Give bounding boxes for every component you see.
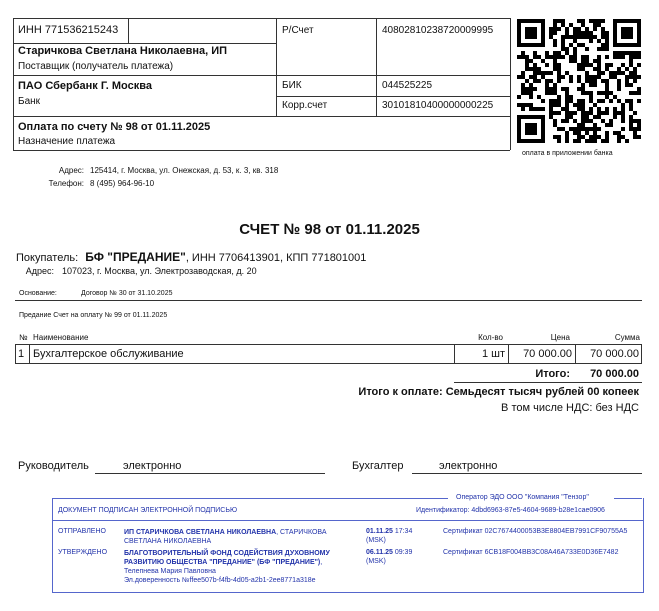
edo-approved-org: БЛАГОТВОРИТЕЛЬНЫЙ ФОНД СОДЕЙСТВИЯ ДУХОВНОМУ РАЗВИТИЮ ОБЩЕСТВА "ПРЕДАНИЕ" (БФ "ПРЕДАНИЕ") <box>124 550 330 566</box>
buyer-label: Покупатель: <box>16 252 79 264</box>
edo-approved-time: 09:39 <box>394 549 413 556</box>
ks-value: 30101810400000000225 <box>382 100 494 111</box>
vat-line: В том числе НДС: без НДС <box>501 402 639 414</box>
edo-approved-person: , Телепнева Мария Павловна <box>124 559 323 575</box>
row-sum: 70 000.00 <box>590 348 639 360</box>
head-signature-value: электронно <box>123 460 182 472</box>
receiver-name: Старичкова Светлана Николаевна, ИП <box>18 45 228 57</box>
seller-phone-label: Телефон: <box>48 179 84 188</box>
edo-sent-label: ОТПРАВЛЕНО <box>58 528 106 535</box>
bik-label: БИК <box>282 80 302 91</box>
edo-sent-tz: (MSK) <box>366 537 386 544</box>
total-in-words: Итого к оплате: Семьдесят тысяч рублей 00 копеек <box>358 386 639 398</box>
purpose-caption: Назначение платежа <box>18 136 116 147</box>
edo-sent-date: 01.11.25 <box>366 528 393 535</box>
buyer-line <box>16 250 366 264</box>
buyer-address-label: Адрес: <box>25 266 54 276</box>
edo-operator: Оператор ЭДО ООО "Компания "Тензор" <box>456 494 589 501</box>
edo-signed-label: ДОКУМЕНТ ПОДПИСАН ЭЛЕКТРОННОЙ ПОДПИСЬЮ <box>58 507 238 514</box>
col-header-price: Цена <box>550 333 570 342</box>
rs-value: 40802810238720009995 <box>382 25 494 36</box>
edo-sent-cert: Сертификат 02C7674400053B3E8804EB7991CF90755A5 <box>443 528 628 535</box>
edo-approved-tz: (MSK) <box>366 558 386 565</box>
seller-address: 125414, г. Москва, ул. Онежская, д. 53, к. 3, кв. 318 <box>90 166 279 175</box>
rs-label: Р/Счет <box>282 25 314 36</box>
edo-sent-time: 17:34 <box>394 528 413 535</box>
total-value: 70 000.00 <box>590 368 639 380</box>
buyer-details: , ИНН 7706413901, КПП 771801001 <box>185 252 367 264</box>
invoice-title: СЧЕТ № 98 от 01.11.2025 <box>239 221 420 238</box>
edo-sent-org: ИП СТАРИЧКОВА СВЕТЛАНА НИКОЛАЕВНА <box>124 529 277 536</box>
basis-value: Договор № 30 от 31.10.2025 <box>81 290 173 297</box>
edo-approved-proxy: Эл.доверенность №ffee507b-f4fb-4d05-a2b1-2ee8771a318e <box>124 577 316 584</box>
edo-sent-name <box>124 528 356 546</box>
edo-sent-datetime <box>366 528 412 535</box>
col-header-sum: Сумма <box>614 333 640 342</box>
seller-address-label: Адрес: <box>58 166 84 175</box>
edo-approved-cert: Сертификат 6CB18F004BB3C08A46A733E0D36E7482 <box>443 549 619 556</box>
col-header-qty: Кол-во <box>478 333 503 342</box>
qr-caption: оплата в приложении банка <box>522 150 613 157</box>
row-price: 70 000.00 <box>523 348 572 360</box>
edo-approved-datetime <box>366 549 412 556</box>
edo-approved-label: УТВЕРЖДЕНО <box>58 549 108 556</box>
buyer-address: 107023, г. Москва, ул. Электрозаводская, д. 20 <box>62 266 257 276</box>
seller-phone: 8 (495) 964-96-10 <box>90 179 155 188</box>
accountant-signature-value: электронно <box>439 460 498 472</box>
receiver-caption: Поставщик (получатель платежа) <box>18 61 174 72</box>
invoice-note: Предание Счет на оплату № 99 от 01.11.2025 <box>19 312 168 319</box>
ks-label: Корр.счет <box>282 100 328 111</box>
row-qty: 1 шт <box>481 348 505 360</box>
edo-identifier: Идентификатор: 4dbd6963-87e5-4604-9689-b28e1cae0906 <box>416 507 605 514</box>
total-label: Итого: <box>535 368 570 380</box>
bik-value: 044525225 <box>382 80 433 91</box>
head-signature-label: Руководитель <box>18 460 89 472</box>
col-header-name: Наименование <box>33 333 89 342</box>
edo-approved-name <box>124 549 356 576</box>
accountant-signature-label: Бухгалтер <box>352 460 404 472</box>
qr-code <box>517 19 641 143</box>
edo-sent-person: , СТАРИЧКОВА СВЕТЛАНА НИКОЛАЕВНА <box>124 529 327 545</box>
payment-purpose: Оплата по счету № 98 от 01.11.2025 <box>18 121 211 133</box>
buyer-name: БФ "ПРЕДАНИЕ" <box>85 250 186 264</box>
bank-caption: Банк <box>18 96 41 107</box>
inn-text: ИНН 771536215243 <box>18 24 119 36</box>
basis-label: Основание: <box>19 290 57 297</box>
row-num: 1 <box>18 348 25 360</box>
bank-name: ПАО Сбербанк Г. Москва <box>18 80 152 92</box>
row-name: Бухгалтерское обслуживание <box>33 348 184 360</box>
col-header-num: № <box>19 333 28 342</box>
edo-approved-date: 06.11.25 <box>366 549 393 556</box>
